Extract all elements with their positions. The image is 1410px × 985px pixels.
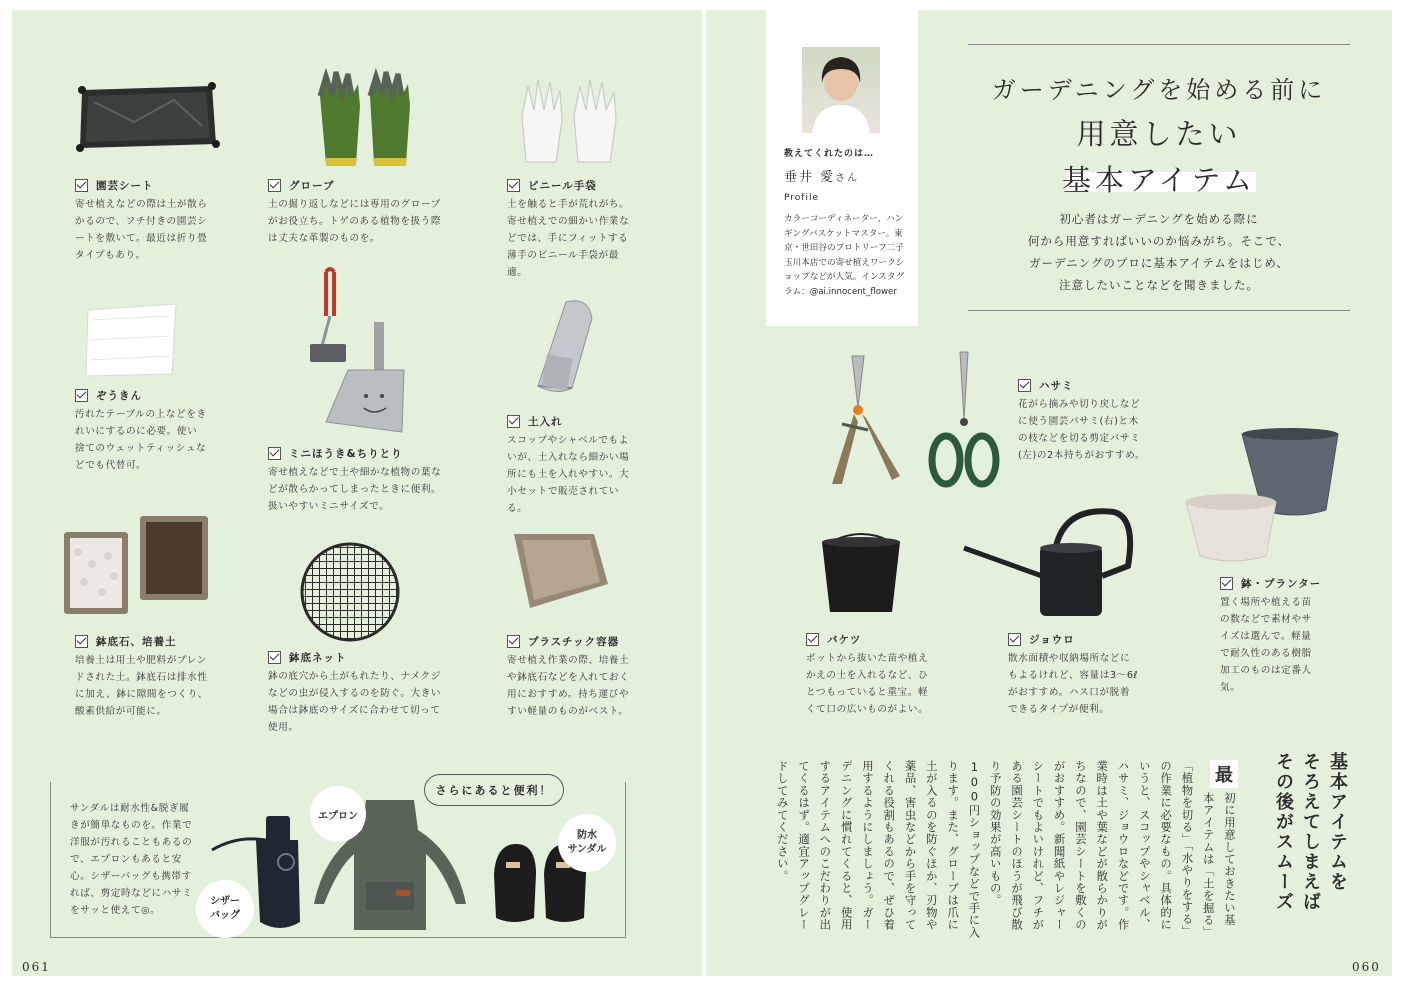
checkbox-icon (507, 179, 520, 192)
profile-card (766, 10, 918, 326)
lead-text: 初心者はガーデニングを始める際に 何から用意すればいいのか悩みがち。そこで、 ガーデニングのプロに基本アイテムをはじめ、 注意したいことなどを聞きました。 (1027, 212, 1291, 292)
profile-bio: カラーコーディネーター、ハンギングバスケットマスター。東京・世田谷のプロトリーフ二子玉川本店での寄せ植えワークショップなどが人気。インスタグラム：@ai.innocent_flower (784, 214, 905, 297)
column-body: 初に用意しておきたい基 本アイテムは「土を掘る」 「植物を切る」「水やりをする」 の作業に必要なもの。具体的に いうと、スコップやシャベル、 ハサミ、ジョウロなどです。作 業時は土や葉などが散らかりが ちなので、園芸シートを敷くの がおすすめ。新聞紙やレジャー シートでもよいけれど、フチが ある園芸シートのほうが飛び散 り予防の効果が高いもの。 100円ショップなどで手に入 ります。また、グローブは爪に 土が入るのを防ぐほか、刃物や 薬品、害虫などから手を守って くれる役割もあるので、ぜひ着 用するようにしましょう。ガー デニングに慣れてくると、使用 するアイテムへのこだわりが出 てくるはず。適宜アップグレー ドしてみてください。 (775, 760, 1237, 939)
profile-name-row (784, 166, 859, 185)
checkbox-icon (268, 651, 281, 664)
item-text-planters: 置く場所や植える苗の数などで素材やサイズは選んで。軽量で耐久性のある樹脂加工のものは定番人気。 (1220, 597, 1312, 693)
item-text-dustcloth: 汚れたテーブルの上などをきれいにするのに必要。使い捨てのウェットティッシュなどでも代替可。 (75, 409, 207, 471)
item-label-pot-net: 鉢底ネット (268, 650, 347, 665)
checkbox-icon (806, 633, 819, 646)
item-text-gloves: 土の掘り返しなどには専用のグローブがお役立ち。トゲのある植物を扱う際は丈夫な革製のものを。 (268, 199, 442, 244)
profile-suffix: さん (835, 173, 860, 184)
item-label-soil-scoop: 土入れ (507, 414, 563, 429)
extra-badge: さらにあると便利！ (424, 774, 564, 806)
title-rule-top (968, 44, 1350, 45)
watering-can-image (960, 506, 1136, 620)
pot-stones-soil-image (62, 512, 212, 618)
planters-image (1184, 426, 1340, 564)
gloves-image (312, 66, 416, 170)
garden-sheet-image (74, 82, 220, 154)
vinyl-gloves-image (516, 76, 626, 166)
dustcloth-image (82, 300, 182, 380)
checkbox-icon (507, 635, 520, 648)
sandal-badge: 防水 サンダル (558, 814, 616, 872)
item-label-garden-sheet: 園芸シート (75, 178, 154, 193)
item-text-watering-can: 散水面積や収納場所などにもよるけれど、容量は3〜6ℓがおすすめ。ハス口が脱着できるタイプが便利。 (1008, 653, 1139, 715)
checkbox-icon (507, 415, 520, 428)
item-text-pot-stones-soil: 培養土は用土や肥料がブレンドされた土。鉢底石は排水性に加え、鉢に隙間をつくり、酸素供給が可能に。 (75, 655, 209, 717)
item-text-vinyl-gloves: 土を触ると手が荒れがち。寄せ植えでの細かい作業などでは、手にフィットする薄手のビニール手袋が最適。 (507, 199, 630, 278)
dropcap: 最 (1210, 760, 1238, 788)
title-rule-bottom (968, 310, 1350, 311)
item-label-dustcloth: ぞうきん (75, 388, 142, 403)
item-label-bucket: バケツ (806, 632, 861, 647)
profile-intro: 教えてくれたのは… (784, 149, 875, 159)
item-text-broom-dustpan: 寄せ植えなどで土や細かな植物の葉などが散らかってしまったときに便利。扱いやすいミニサイズで。 (268, 467, 442, 512)
pruning-shears-image (812, 352, 908, 488)
column-heading: 基本アイテムを そろえてしまえば その後がスムーズ (1273, 752, 1348, 912)
page-title-line3: 基本アイテム (1062, 163, 1256, 197)
item-label-vinyl-gloves: ビニール手袋 (507, 178, 597, 193)
profile-name: 垂井 愛 (784, 170, 836, 185)
checkbox-icon (75, 179, 88, 192)
item-text-scissors: 花がら摘みや切り戻しなどに使う園芸バサミ(右)と木の枝などを切る剪定バサミ(左)の2本持ちがおすすめ。 (1018, 399, 1146, 461)
page-number-left: 061 (22, 960, 51, 974)
soil-scoop-image (526, 296, 596, 396)
item-label-watering-can: ジョウロ (1008, 632, 1075, 647)
item-text-pot-net: 鉢の底穴から土がもれたり、ナメクジなどの虫が侵入するのを防ぐ。大きい場合は鉢底のサイズに合わせて切って使用。 (268, 671, 442, 733)
checkbox-icon (75, 635, 88, 648)
checkbox-icon (1018, 379, 1031, 392)
item-label-broom-dustpan: ミニほうき&ちりとり (268, 446, 403, 461)
item-label-pot-stones-soil: 鉢底石、培養土 (75, 634, 177, 649)
extra-text: サンダルは耐水性&脱ぎ履きが簡単なものを。作業で洋服が汚れることもあるので、エプロンもあると安心。シザーバッグも携帯すれば、剪定時などにハサミをサッと使えて◎。 (70, 803, 193, 916)
scissor-bag-badge: シザー バッグ (196, 880, 254, 938)
item-label-scissors: ハサミ (1018, 378, 1074, 393)
checkbox-icon (1220, 577, 1233, 590)
item-label-plastic-container: プラスチック容器 (507, 634, 619, 649)
person-avatar-icon (802, 47, 880, 133)
profile-photo (802, 47, 880, 133)
bucket-image (818, 530, 904, 616)
page-number-right: 060 (1352, 960, 1381, 974)
item-text-soil-scoop: スコップやシャベルでもよいが、土入れなら細かい場所にも土を入れやすい。大小セットで販売されている。 (507, 435, 630, 514)
page-title-line1: ガーデニングを始める前に (991, 76, 1327, 104)
garden-scissors-image (926, 350, 1002, 490)
profile-label: Profile (784, 193, 819, 203)
item-label-gloves: グローブ (268, 178, 334, 193)
checkbox-icon (1008, 633, 1021, 646)
apron-badge: エプロン (310, 786, 366, 842)
broom-dustpan-image (304, 266, 408, 438)
checkbox-icon (268, 179, 281, 192)
checkbox-icon (268, 447, 281, 460)
item-label-planters: 鉢・プランター (1220, 576, 1321, 591)
page-title-line2: 用意したい (1076, 117, 1242, 151)
item-text-bucket: ポットから抜いた苗や植えかえの土を入れるなど、ひとつもっていると重宝。軽くて口の広いものがよい。 (806, 653, 929, 715)
checkbox-icon (75, 389, 88, 402)
item-text-garden-sheet: 寄せ植えなどの際は土が散らかるので、フチ付きの園芸シートを敷いて。最近は折り畳タイプもあり。 (75, 199, 208, 261)
plastic-container-image (508, 528, 612, 612)
pot-net-image (298, 540, 402, 644)
item-text-plastic-container: 寄せ植え作業の際、培養土や鉢底石などを入れておく用におすすめ。持ち運びやすい軽量のものがベスト。 (507, 655, 630, 717)
